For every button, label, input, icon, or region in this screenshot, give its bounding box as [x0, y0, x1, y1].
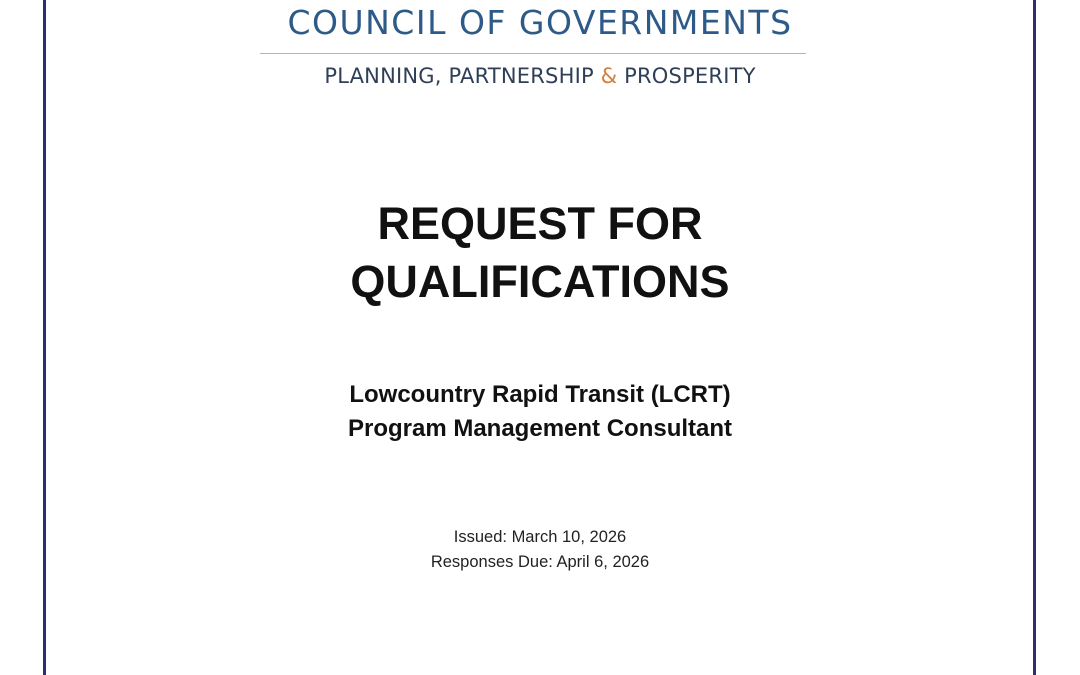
project-role: Program Management Consultant [347, 415, 733, 442]
document-title-line-2: QUALIFICATIONS [350, 256, 730, 307]
tagline-part-2: PROSPERITY [617, 64, 756, 88]
document-title [0, 195, 1080, 311]
document-title-line-1: REQUEST FOR [377, 198, 703, 249]
issued-date: Issued: March 10, 2026 [453, 528, 627, 546]
tagline-part-1: PLANNING, PARTNERSHIP [324, 64, 601, 88]
project-name: Lowcountry Rapid Transit (LCRT) [349, 381, 731, 408]
header-divider [260, 53, 806, 54]
project-subtitle [0, 378, 1080, 446]
key-dates [0, 525, 1080, 575]
organization-name: COUNCIL OF GOVERNMENTS [287, 3, 793, 42]
responses-due-date: Responses Due: April 6, 2026 [430, 553, 650, 571]
organization-tagline [0, 62, 1080, 90]
tagline-ampersand: & [600, 64, 618, 88]
